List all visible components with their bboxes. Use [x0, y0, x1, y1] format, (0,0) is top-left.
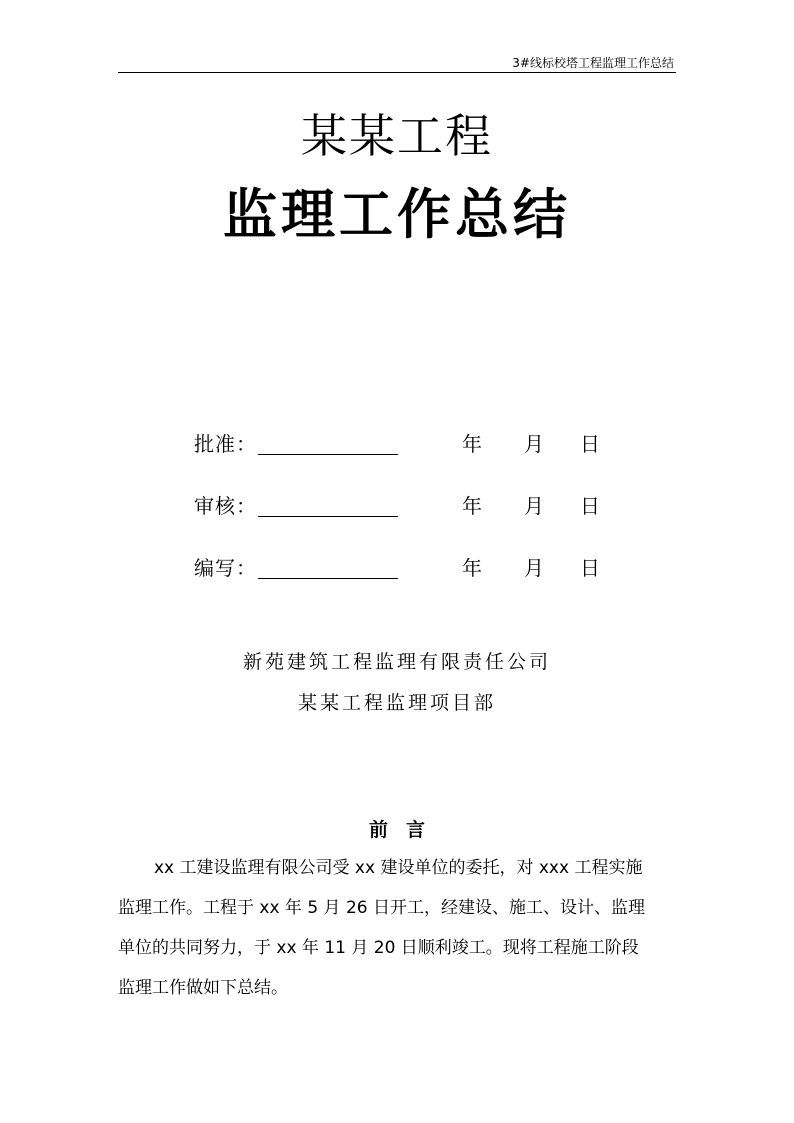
approval-label: 批准： [194, 432, 257, 456]
review-label: 审核： [194, 494, 257, 518]
preface-title: 前言 [368, 819, 443, 841]
preface-paragraph [118, 848, 678, 1008]
running-header: 3#线标校塔工程监理工作总结 [512, 56, 674, 70]
author-label: 编写： [194, 556, 257, 580]
author-signature-line [258, 578, 398, 579]
header-divider [118, 72, 676, 73]
author-month: 月 [524, 556, 544, 580]
company-name: 新苑建筑工程监理有限责任公司 [242, 651, 551, 673]
approval-row [194, 428, 614, 458]
review-year: 年 [462, 494, 482, 518]
document-title: 监理工作总结 [223, 183, 571, 246]
preface-line: 单位的共同努力，于 xx 年 11 月 20 日顺利竣工。现将工程施工阶段 [118, 938, 639, 958]
review-month: 月 [524, 494, 544, 518]
author-row [194, 552, 614, 582]
preface-line: xx 工建设监理有限公司受 xx 建设单位的委托，对 xxx 工程实施 [154, 858, 643, 878]
project-department: 某某工程监理项目部 [297, 692, 496, 714]
preface-line: 监理工作。工程于 xx 年 5 月 26 日开工，经建设、施工、设计、监理 [118, 898, 645, 918]
author-day: 日 [580, 556, 600, 580]
author-year: 年 [462, 556, 482, 580]
review-signature-line [258, 516, 398, 517]
review-row [194, 490, 614, 520]
approval-month: 月 [524, 432, 544, 456]
review-day: 日 [580, 494, 600, 518]
approval-signature-line [258, 454, 398, 455]
project-title: 某某工程 [301, 109, 493, 163]
approval-day: 日 [580, 432, 600, 456]
approval-year: 年 [462, 432, 482, 456]
preface-line: 监理工作做如下总结。 [118, 978, 288, 998]
